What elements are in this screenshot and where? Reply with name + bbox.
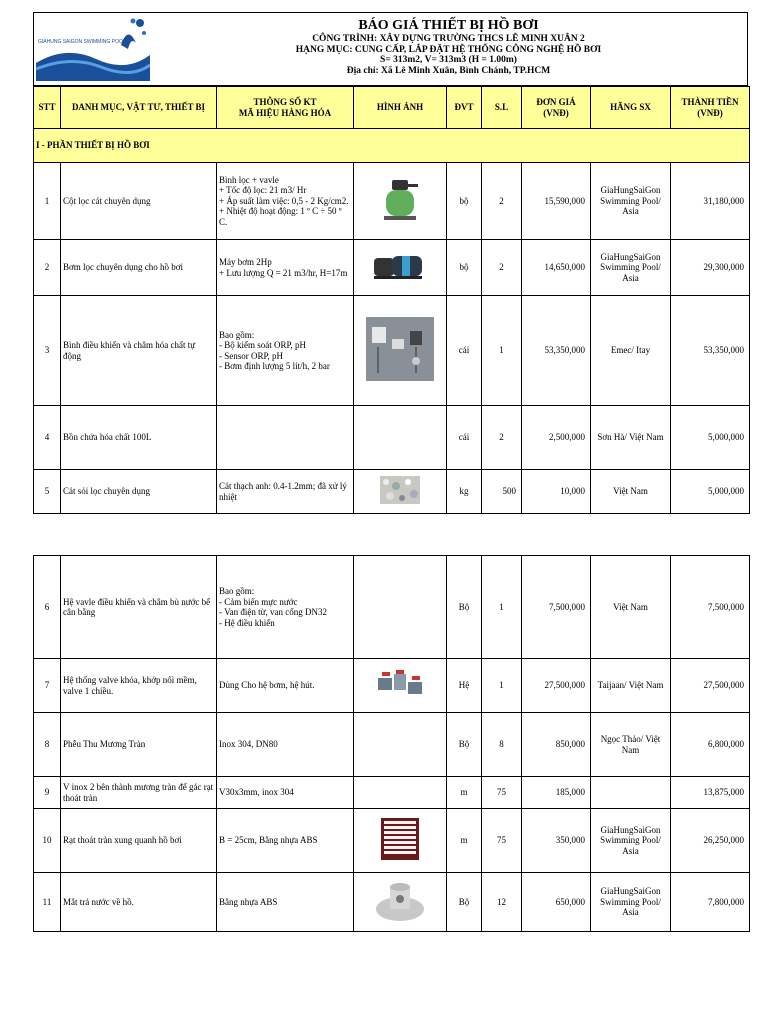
- item-price: 7,500,000: [522, 556, 591, 659]
- item-total: 5,000,000: [671, 470, 750, 514]
- item-price: 185,000: [522, 777, 591, 809]
- item-unit: m: [447, 777, 482, 809]
- overflow-grate-icon: [381, 818, 419, 860]
- item-stt: 9: [34, 777, 61, 809]
- item-qty: 8: [482, 713, 522, 777]
- item-image: [354, 777, 447, 809]
- item-total: 31,180,000: [671, 163, 750, 240]
- quote-table-part1: [33, 86, 750, 514]
- item-qty: 75: [482, 777, 522, 809]
- quote-table-part2: [33, 555, 750, 932]
- item-image: [354, 556, 447, 659]
- item-spec: Bao gồm: - Bộ kiểm soát ORP, pH - Sensor ORP, pH - Bơm định lượng 5 lít/h, 2 bar: [217, 296, 354, 406]
- table-header-row: [34, 87, 750, 129]
- item-unit: m: [447, 809, 482, 873]
- item-name: Rạt thoát tràn xung quanh hồ bơi: [61, 809, 217, 873]
- item-stt: 11: [34, 873, 61, 932]
- item-unit: cái: [447, 296, 482, 406]
- col-image: HÌNH ẢNH: [354, 87, 447, 129]
- item-maker: Sơn Hà/ Việt Nam: [591, 406, 671, 470]
- item-name: V inox 2 bên thành mương tràn để gác rạt thoát tràn: [61, 777, 217, 809]
- item-maker: [591, 777, 671, 809]
- sand-gravel-icon: [380, 476, 420, 504]
- item-unit: kg: [447, 470, 482, 514]
- table-row: [34, 873, 750, 932]
- sand-filter-icon: [380, 178, 420, 222]
- table-row: [34, 777, 750, 809]
- table-row: [34, 240, 750, 296]
- item-qty: 1: [482, 659, 522, 713]
- item-image: [354, 809, 447, 873]
- item-stt: 10: [34, 809, 61, 873]
- item-price: 53,350,000: [522, 296, 591, 406]
- col-stt: STT: [34, 87, 61, 129]
- valve-set-icon: [376, 668, 424, 700]
- item-stt: 1: [34, 163, 61, 240]
- control-panel-icon: [366, 317, 434, 381]
- section-row: [34, 129, 750, 163]
- document-header: [33, 12, 748, 86]
- table-row: [34, 163, 750, 240]
- item-unit: bộ: [447, 240, 482, 296]
- address-line: Địa chỉ: Xã Lê Minh Xuân, Bình Chánh, TP.HCM: [346, 65, 551, 76]
- section-title: I - PHẦN THIẾT BỊ HỒ BƠI: [34, 129, 750, 163]
- item-maker: GiaHungSaiGon Swimming Pool/ Asia: [591, 163, 671, 240]
- item-total: 7,500,000: [671, 556, 750, 659]
- item-price: 10,000: [522, 470, 591, 514]
- svg-text:GIAHUNG SAIGON SWIMMING POOL: GIAHUNG SAIGON SWIMMING POOL: [38, 39, 126, 45]
- item-stt: 3: [34, 296, 61, 406]
- item-spec: B = 25cm, Bằng nhựa ABS: [217, 809, 354, 873]
- item-qty: 2: [482, 163, 522, 240]
- item-qty: 75: [482, 809, 522, 873]
- item-total: 7,800,000: [671, 873, 750, 932]
- item-price: 350,000: [522, 809, 591, 873]
- col-price: ĐƠN GIÁ (VNĐ): [522, 87, 591, 129]
- col-name: DANH MỤC, VẬT TƯ, THIẾT BỊ: [61, 87, 217, 129]
- table-row: [34, 809, 750, 873]
- item-unit: Hệ: [447, 659, 482, 713]
- item-unit: cái: [447, 406, 482, 470]
- item-price: 650,000: [522, 873, 591, 932]
- item-price: 15,590,000: [522, 163, 591, 240]
- item-spec: Cát thạch anh: 0.4-1.2mm; đã xử lý nhiệt: [217, 470, 354, 514]
- item-spec: Bằng nhựa ABS: [217, 873, 354, 932]
- item-image: [354, 240, 447, 296]
- item-stt: 7: [34, 659, 61, 713]
- item-image: [354, 163, 447, 240]
- item-name: Bình điều khiển và châm hóa chất tự động: [61, 296, 217, 406]
- col-unit: ĐVT: [447, 87, 482, 129]
- table-row: [34, 556, 750, 659]
- item-spec: Bình lọc + vavle + Tốc độ lọc: 21 m3/ Hr + Áp suất làm việc: 0,5 - 2 Kg/cm2. + Nhiệt độ hoạt động: 1 º C ÷ 50 º C.: [217, 163, 354, 240]
- item-total: 53,350,000: [671, 296, 750, 406]
- table-row: [34, 406, 750, 470]
- item-name: Hệ thống valve khóa, khớp nối mềm, valve 1 chiều.: [61, 659, 217, 713]
- item-qty: 500: [482, 470, 522, 514]
- item-maker: Việt Nam: [591, 470, 671, 514]
- scope-line: HẠNG MỤC: CUNG CẤP, LẮP ĐẶT HỆ THỐNG CÔNG NGHỆ HỒ BƠI: [295, 44, 602, 55]
- item-total: 26,250,000: [671, 809, 750, 873]
- item-price: 2,500,000: [522, 406, 591, 470]
- item-stt: 6: [34, 556, 61, 659]
- item-maker: GiaHungSaiGon Swimming Pool/ Asia: [591, 809, 671, 873]
- item-image: [354, 470, 447, 514]
- item-unit: Bộ: [447, 873, 482, 932]
- item-maker: GiaHungSaiGon Swimming Pool/ Asia: [591, 873, 671, 932]
- item-unit: Bộ: [447, 556, 482, 659]
- col-spec: THÔNG SỐ KT MÃ HIỆU HÀNG HÓA: [217, 87, 354, 129]
- project-line: CÔNG TRÌNH: XÂY DỰNG TRƯỜNG THCS LÊ MINH XUÂN 2: [312, 34, 585, 44]
- item-name: Hệ vavle điều khiển và châm bù nước bể cân bằng: [61, 556, 217, 659]
- item-image: [354, 713, 447, 777]
- col-qty: S.L: [482, 87, 522, 129]
- item-spec: [217, 406, 354, 470]
- item-spec: V30x3mm, inox 304: [217, 777, 354, 809]
- item-price: 27,500,000: [522, 659, 591, 713]
- item-maker: Việt Nam: [591, 556, 671, 659]
- item-image: [354, 406, 447, 470]
- item-qty: 1: [482, 296, 522, 406]
- item-stt: 5: [34, 470, 61, 514]
- item-stt: 2: [34, 240, 61, 296]
- col-maker: HÃNG SX: [591, 87, 671, 129]
- item-name: Phễu Thu Mương Tràn: [61, 713, 217, 777]
- item-unit: Bộ: [447, 713, 482, 777]
- item-maker: Ngọc Thảo/ Việt Nam: [591, 713, 671, 777]
- item-total: 27,500,000: [671, 659, 750, 713]
- pump-icon: [372, 252, 428, 280]
- col-total: THÀNH TIỀN (VNĐ): [671, 87, 750, 129]
- item-price: 850,000: [522, 713, 591, 777]
- item-spec: Inox 304, DN80: [217, 713, 354, 777]
- table-row: [34, 296, 750, 406]
- item-image: [354, 659, 447, 713]
- item-unit: bộ: [447, 163, 482, 240]
- item-stt: 4: [34, 406, 61, 470]
- item-total: 6,800,000: [671, 713, 750, 777]
- item-image: [354, 296, 447, 406]
- item-name: Mắt trả nước về hồ.: [61, 873, 217, 932]
- item-maker: Emec/ Itay: [591, 296, 671, 406]
- item-name: Bồn chứa hóa chất 100L: [61, 406, 217, 470]
- item-total: 5,000,000: [671, 406, 750, 470]
- company-logo: [36, 15, 150, 81]
- item-stt: 8: [34, 713, 61, 777]
- item-name: Cát sỏi lọc chuyên dụng: [61, 470, 217, 514]
- item-qty: 2: [482, 240, 522, 296]
- item-spec: Máy bơm 2Hp + Lưu lượng Q = 21 m3/hr, H=17m: [217, 240, 354, 296]
- item-price: 14,650,000: [522, 240, 591, 296]
- item-qty: 2: [482, 406, 522, 470]
- table-row: [34, 713, 750, 777]
- item-image: [354, 873, 447, 932]
- doc-title: BÁO GIÁ THIẾT BỊ HỒ BƠI: [358, 18, 539, 33]
- return-inlet-icon: [374, 879, 426, 923]
- item-qty: 1: [482, 556, 522, 659]
- table-row: [34, 659, 750, 713]
- table-row: [34, 470, 750, 514]
- item-name: Cột lọc cát chuyên dụng: [61, 163, 217, 240]
- item-spec: Dùng Cho hệ bơm, hệ hút.: [217, 659, 354, 713]
- item-total: 29,300,000: [671, 240, 750, 296]
- item-total: 13,875,000: [671, 777, 750, 809]
- item-qty: 12: [482, 873, 522, 932]
- item-maker: Taijaan/ Việt Nam: [591, 659, 671, 713]
- dims-line: S= 313m2, V= 313m3 (H = 1.00m): [380, 55, 517, 65]
- item-name: Bơm lọc chuyên dụng cho hồ bơi: [61, 240, 217, 296]
- item-maker: GiaHungSaiGon Swimming Pool/ Asia: [591, 240, 671, 296]
- item-spec: Bao gồm: - Cảm biến mực nước - Van điện từ, van cổng DN32 - Hệ điều khiển: [217, 556, 354, 659]
